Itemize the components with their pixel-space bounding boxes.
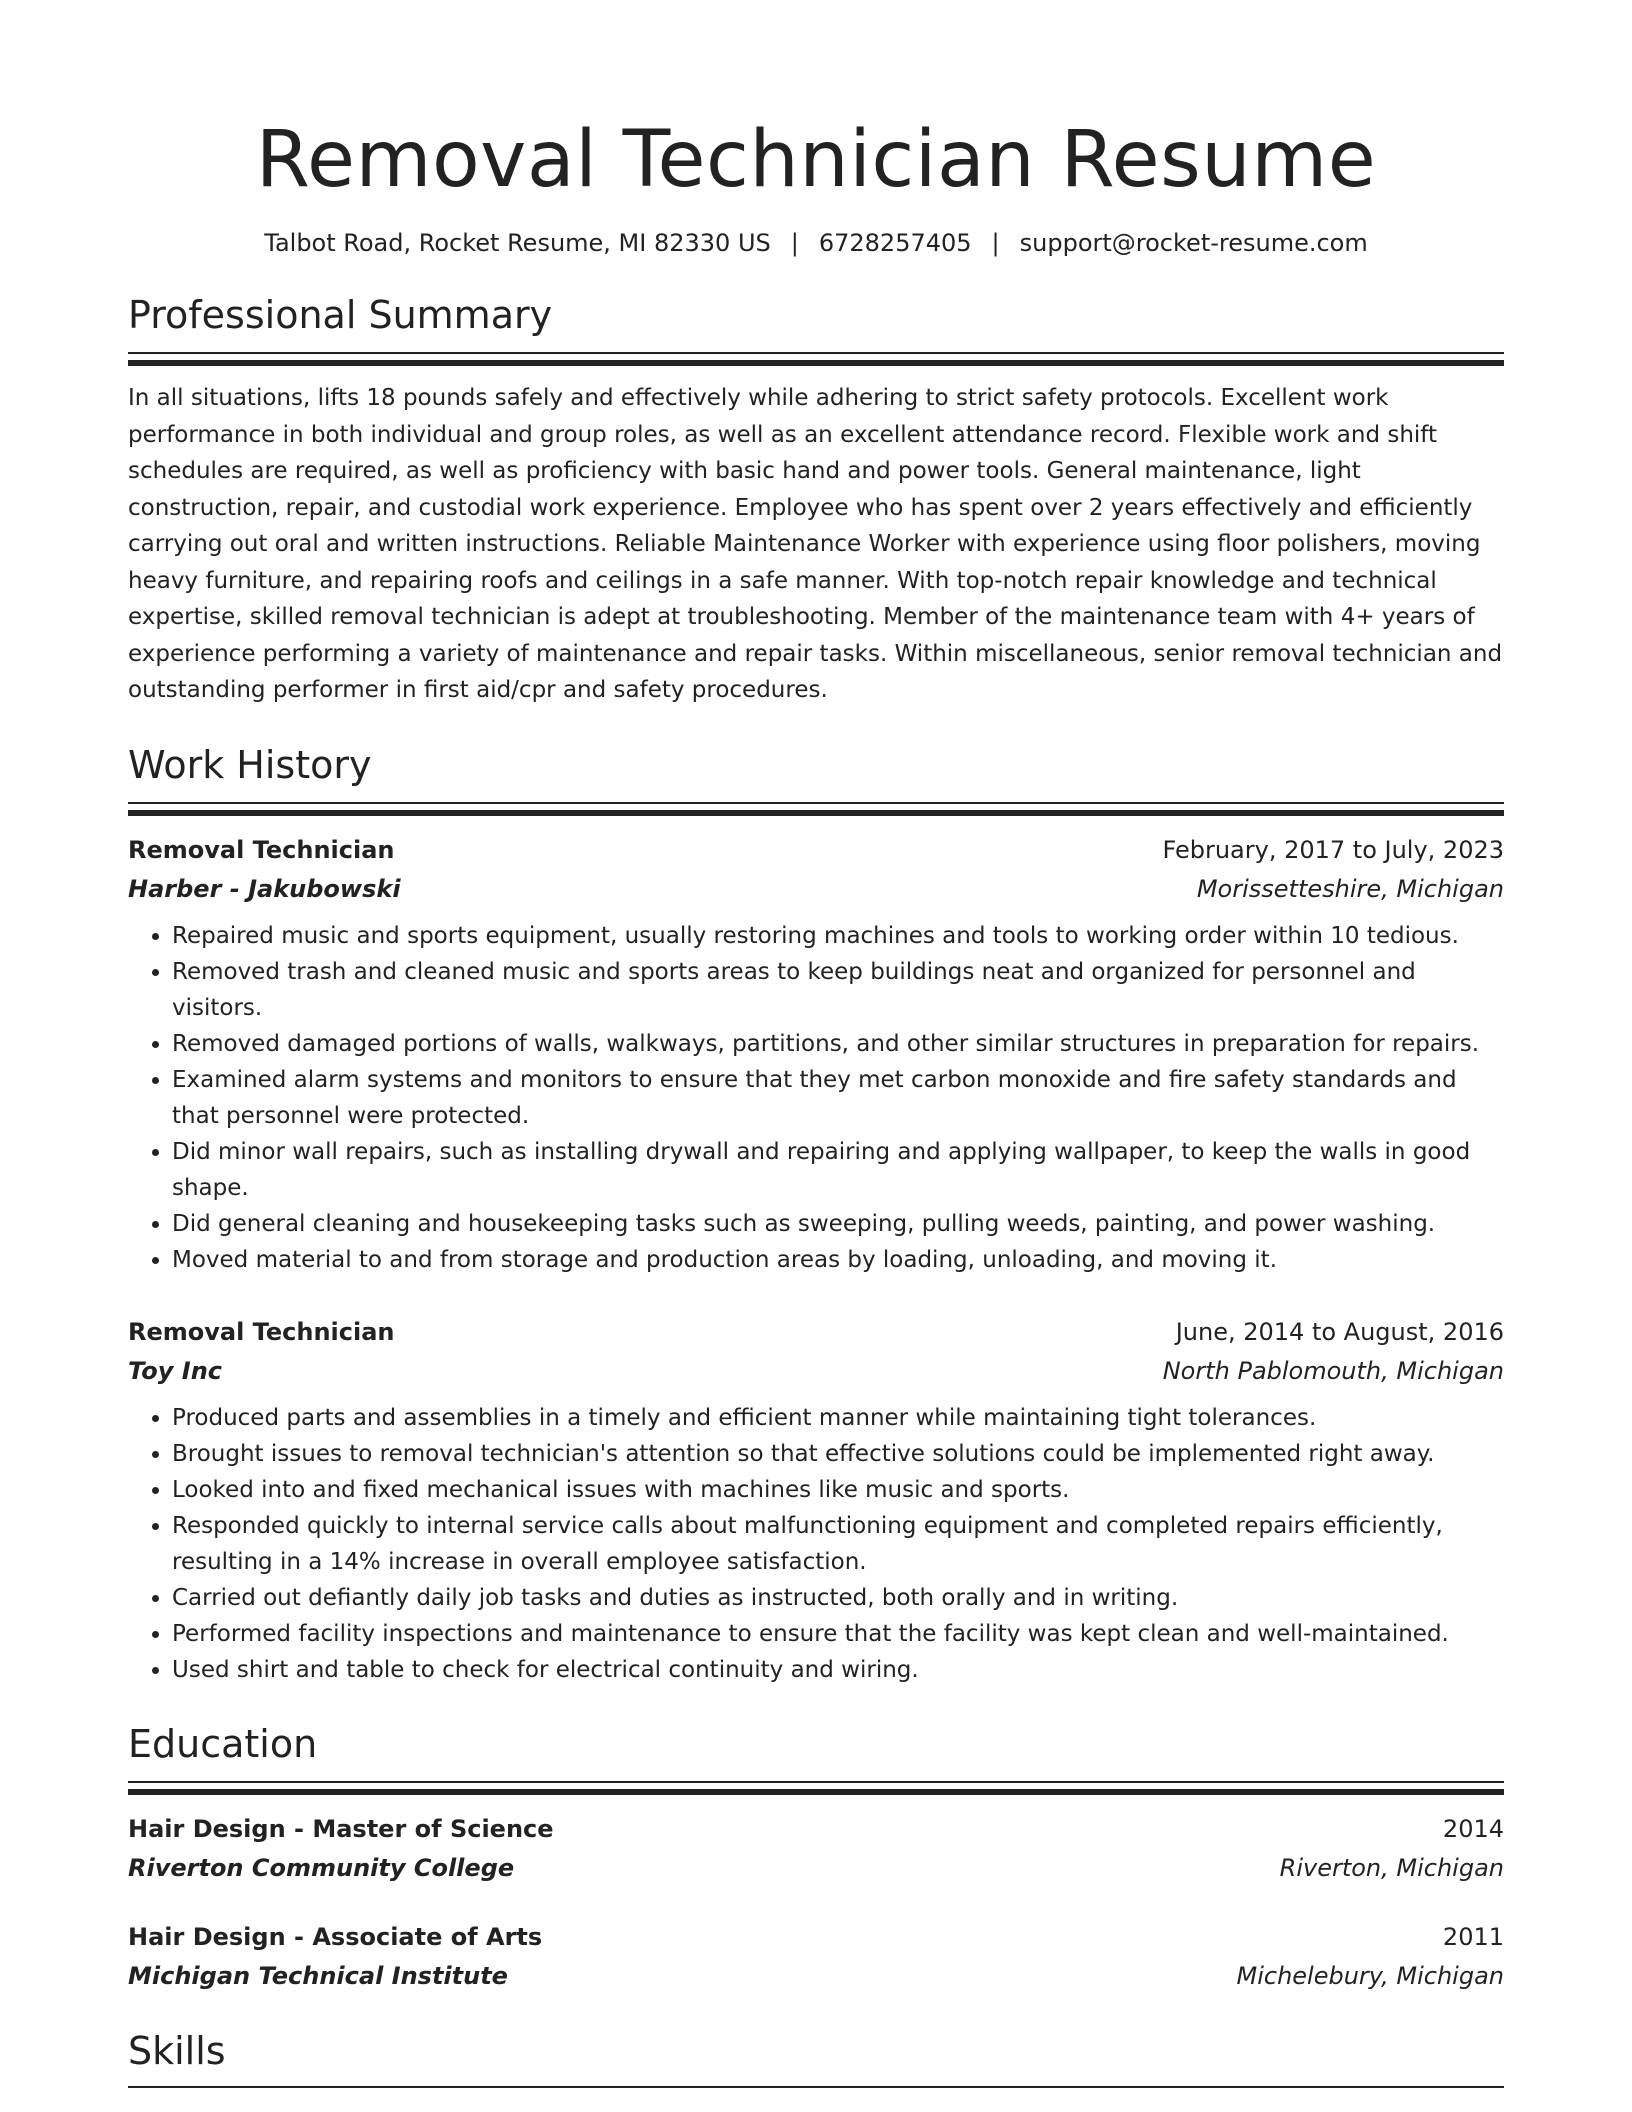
- job-bullet: • Performed facility inspections and maintenance to ensure that the facility was kept clean and well-maintained.: [172, 1616, 1504, 1652]
- education-entry: [128, 1917, 1504, 1995]
- contact-email: support@rocket-resume.com: [1019, 228, 1368, 257]
- job-bullet: • Responded quickly to internal service calls about malfunctioning equipment and completed repairs efficiently, resulting in a 14% increase in overall employee satisfaction.: [172, 1508, 1504, 1580]
- job-bullet: • Did minor wall repairs, such as installing drywall and repairing and applying wallpaper, to keep the walls in good shape.: [172, 1134, 1504, 1206]
- job-dates: February, 2017 to July, 2023: [1162, 835, 1504, 864]
- resume-title: Removal Technician Resume: [255, 115, 1377, 205]
- job-bullet: • Produced parts and assemblies in a timely and efficient manner while maintaining tight tolerances.: [172, 1400, 1504, 1436]
- job-title: Removal Technician: [128, 835, 395, 864]
- education-year: 2014: [1442, 1815, 1504, 1844]
- contact-separator: |: [790, 228, 799, 257]
- section-divider: [128, 2086, 1504, 2088]
- section-divider: [128, 802, 1504, 812]
- job-dates: June, 2014 to August, 2016: [1175, 1317, 1504, 1346]
- education-school: Michigan Technical Institute: [128, 1962, 508, 1991]
- job-bullets: [128, 1400, 1504, 1688]
- job-bullet: • Examined alarm systems and monitors to ensure that they met carbon monoxide and fire safety standards and that personnel were protected.: [172, 1062, 1504, 1134]
- job-bullet: • Carried out defiantly daily job tasks and duties as instructed, both orally and in writing.: [172, 1580, 1504, 1616]
- job-location: North Pablomouth, Michigan: [1162, 1356, 1504, 1385]
- section-divider: [128, 352, 1504, 362]
- education-entry: [128, 1809, 1504, 1887]
- summary-heading: Professional Summary: [128, 292, 553, 337]
- job-title: Removal Technician: [128, 1317, 395, 1346]
- job-company: Harber - Jakubowski: [128, 874, 401, 903]
- work-history-heading: Work History: [128, 742, 372, 787]
- job-bullet: • Repaired music and sports equipment, usually restoring machines and tools to working order within 10 tedious.: [172, 918, 1504, 954]
- education-degree: Hair Design - Associate of Arts: [128, 1923, 543, 1952]
- job-bullet: • Did general cleaning and housekeeping tasks such as sweeping, pulling weeds, painting, and power washing.: [172, 1206, 1504, 1242]
- contact-phone: 6728257405: [818, 228, 972, 257]
- job-bullet: • Moved material to and from storage and production areas by loading, unloading, and moving it.: [172, 1242, 1504, 1278]
- education-year: 2011: [1442, 1923, 1504, 1952]
- job-location: Morissetteshire, Michigan: [1196, 874, 1504, 903]
- job-bullets: [128, 918, 1504, 1278]
- job-entry: [128, 1312, 1504, 1688]
- contact-line: [128, 228, 1504, 259]
- resume-page: [128, 115, 1504, 2088]
- job-bullet: • Removed trash and cleaned music and sports areas to keep buildings neat and organized for personnel and visitors.: [172, 954, 1504, 1026]
- section-divider: [128, 1781, 1504, 1791]
- education-degree: Hair Design - Master of Science: [128, 1815, 554, 1844]
- job-bullet: • Removed damaged portions of walls, walkways, partitions, and other similar structures in preparation for repairs.: [172, 1026, 1504, 1062]
- education-heading: Education: [128, 1721, 318, 1766]
- summary-text: In all situations, lifts 18 pounds safely and effectively while adhering to strict safety protocols. Excellent work performance in both individual and group roles, as well as an excellent attendance record. Flexible work and shift schedules are required, as well as proficiency with basic hand and power tools. General maintenance, light construction, repair, and custodial work experience. Employee who has spent over 2 years effectively and efficiently carrying out oral and written instructions. Reliable Maintenance Worker with experience using floor polishers, moving heavy furniture, and repairing roofs and ceilings in a safe manner. With top-notch repair knowledge and technical expertise, skilled removal technician is adept at troubleshooting. Member of the maintenance team with 4+ years of experience performing a variety of maintenance and repair tasks. Within miscellaneous, senior removal technician and outstanding performer in first aid/cpr and safety procedures.: [128, 385, 1503, 704]
- job-bullet: • Used shirt and table to check for electrical continuity and wiring.: [172, 1652, 1504, 1688]
- job-company: Toy Inc: [128, 1356, 223, 1385]
- education-location: Michelebury, Michigan: [1236, 1962, 1504, 1991]
- contact-address: Talbot Road, Rocket Resume, MI 82330 US: [264, 228, 771, 257]
- job-entry: [128, 830, 1504, 1278]
- education-location: Riverton, Michigan: [1279, 1854, 1504, 1883]
- education-school: Riverton Community College: [128, 1854, 515, 1883]
- contact-separator: |: [991, 228, 1000, 257]
- job-bullet: • Brought issues to removal technician's attention so that effective solutions could be implemented right away.: [172, 1436, 1504, 1472]
- job-bullet: • Looked into and fixed mechanical issues with machines like music and sports.: [172, 1472, 1504, 1508]
- skills-heading: Skills: [128, 2029, 226, 2074]
